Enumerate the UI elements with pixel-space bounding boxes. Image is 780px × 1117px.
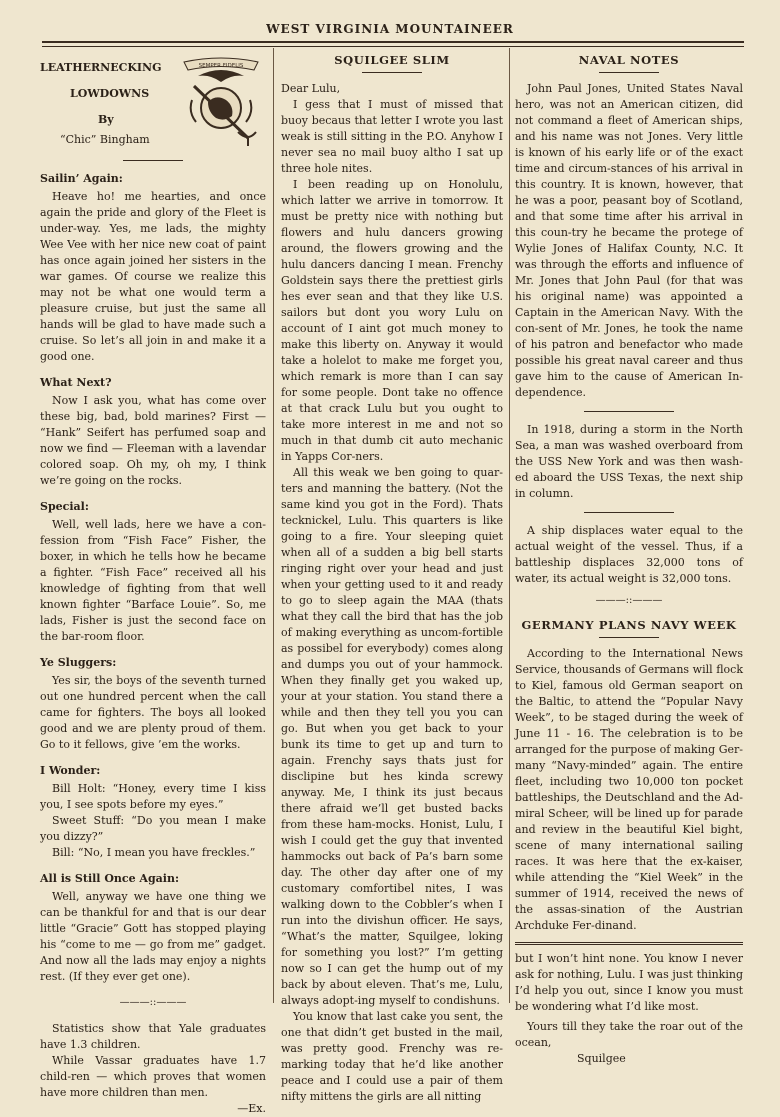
section-body: Well, anyway we have one thing we can be thankful for and that is our dear little “Gracie” Gott has stopped playing his “come to me — go from me” gadget. And now all the lads may enjoy a nights rest. (If they ever get one). <box>40 890 266 983</box>
section-heading: Special: <box>40 500 89 513</box>
marine-emblem-icon <box>178 52 264 148</box>
section-heading: Ye Sluggers: <box>40 656 117 669</box>
separator-ornament: ———::——— <box>595 595 663 606</box>
article-title: SQUILGEE SLIM <box>334 53 450 67</box>
section-heading: I Wonder: <box>40 764 101 777</box>
double-rule <box>515 942 743 945</box>
byline-by: By <box>98 113 114 126</box>
section-body: Well, well lads, here we have a con-fession from “Fish Face” Fisher, the boxer, in which he tells how he became a fighter. “Fish Face” received all his knowledge of fighting from that well known fighter “Barface Louie”. So, me lads, Fisher is just the second face on the bar-room floor. <box>40 518 266 643</box>
section-body: Yes sir, the boys of the seventh turned out one hundred percent when the call came for fighters. The boys all looked good and we are plenty proud of them. Go to it fellows, give ’em the works. <box>40 674 266 751</box>
divider <box>599 637 659 638</box>
dialogue-line: Bill: “No, I mean you have freckles.” <box>52 846 256 859</box>
byline-author: “Chic” Bingham <box>60 133 150 146</box>
article-title-line2: LOWDOWNS <box>70 87 150 100</box>
section-heading: All is Still Once Again: <box>40 872 180 885</box>
masthead: WEST VIRGINIA MOUNTAINEER <box>266 22 514 36</box>
letter-paragraph: You know that last cake you sent, the one that didn’t get busted in the mail, was pretty good. Frenchy was re-marking today that he’d like another peace and I could use a pair of them nifty mittens the girls are all nitting <box>281 1010 503 1103</box>
letter-continuation: but I won’t hint none. You know I never ask for nothing, Lulu. I was just thinking I’d help you out, since I know you must be wondering what I’d like most. <box>515 952 743 1013</box>
divider <box>584 512 674 513</box>
masthead-rule <box>42 41 744 43</box>
section-body: While Vassar graduates have 1.7 child-ren — which proves that women have more children than men. <box>40 1054 266 1099</box>
divider <box>123 160 183 161</box>
section-heading: What Next? <box>40 376 112 389</box>
emblem-motto: SEMPER FIDELIS <box>198 63 244 69</box>
article-paragraph: A ship displaces water equal to the actual weight of the vessel. Thus, if a battleship displaces 32,000 tons of water, its actual weight is 32,000 tons. <box>515 524 743 585</box>
column-naval-notes <box>515 52 743 1067</box>
divider <box>362 72 422 73</box>
article-paragraph: John Paul Jones, United States Naval hero, was not an American citizen, did not command a fleet of American ships, and his name was not Jones. Very little is known of his early life or of the exact time and circum-stances of his arrival in this country. It is known, however, that he was a poor, peasant boy of Scotland, and that some time after his arrival in this coun-try he became the protege of Wylie Jones of Halifax County, N.C. It was through the efforts and influence of Mr. Jones that John Paul (for that was his original name) was appointed a Captain in the American Navy. With the con-sent of Mr. Jones, he took the name of his patron and benefactor who made possible his great naval career and thus gave him to the cause of American In-dependence. <box>515 82 743 399</box>
divider <box>599 72 659 73</box>
column-squilgee-slim <box>281 52 503 1105</box>
article-title: NAVAL NOTES <box>578 53 680 67</box>
letter-paragraph: All this weak we ben going to quar-ters and manning the battery. (Not the same kind you got in the Ford). Thats tecknickel, Lulu. This quarters is like going to a fire. Your sleeping quiet when all of a sudden a big bell starts ringing right over your head and just when your getting used to it and ready to go to sleep again the MAA (thats what they call the bird that has the job of making everything as uncom-fortible as possibel for everybody) comes along and dumps you out of your hammock. When they finally get you waked up, your at your station. You stand there a while and then they tell you you can go. But when you get back to your bunk its time to get up and turn to again. Frenchy says thats just for disclipine but hes kinda screwy anyway. Me, I think its just becaus there afraid we’ll get busted backs from these ham-mocks. Honist, Lulu, I wish I could get the guy that invented hammocks out back of Pa’s barn some day. The other day after one of my customary comfortibel nites, I was walking down to the Cobbler’s when I run into the divishun officer. He says, “What’s the matter, Squilgee, loking for something you lost?” I’m getting now so I can get the hump out of my back by about eleven. That’s me, Lulu, always adopt-ing myself to condishuns. <box>281 466 503 1007</box>
letter-signature: Squilgee <box>577 1052 626 1065</box>
column-divider <box>273 48 274 1003</box>
letter-paragraph: I been reading up on Honolulu, which latter we arrive in tomorrow. It must be pretty nice with nothing but flowers and hulu dancers growing around, the flowers growing and the hulu dancers dancing I mean. Frenchy Goldstein says there the prettiest girls hes ever sean and that they like U.S. sailors but dont you wory Lulu on account of I aint got much money to make this liberty on. Anyway it would take a holelot to make me forget you, which remark is more than I can say for some people. Dont take no offence at that crack Lulu but you ought to take more interest in me and not so much in that dumb cit auto mechanic in Yapps Cor-ners. <box>281 178 503 463</box>
column-leathernecking <box>40 52 266 1117</box>
article-paragraph: According to the International News Service, thousands of Germans will flock to Kiel, famous old German seaport on the Baltic, to attend the “Popular Navy Week”, to be staged during the week of June 11 - 16. The celebration is to be arranged for the purpose of making Ger-many “Navy-minded” again. The entire fleet, including two 10,000 ton pocket battleships, the Deutschland and the Ad-miral Scheer, will be lined up for parade and review in the beautiful Kiel bight, scene of many international sailing races. It was here that the ex-kaiser, while attending the “Kiel Week” in the summer of 1914, received the news of the assas-sination of the Austrian Archduke Fer-dinand. <box>515 647 743 932</box>
source-credit: —Ex. <box>237 1102 266 1115</box>
section-body: Now I ask you, what has come over these big, bad, bold marines? First — “Hank” Seifert has perfumed soap and now we find — Fleeman with a lavendar colored soap. Oh my, oh my, I think we’re going on the rocks. <box>40 394 266 487</box>
article-title: GERMANY PLANS NAVY WEEK <box>521 618 737 632</box>
article-header <box>40 52 266 148</box>
article-title: LEATHERNECKING <box>40 61 162 74</box>
article-paragraph: In 1918, during a storm in the North Sea, a man was washed overboard from the USS New York and was then wash-ed aboard the USS Texas, the next ship in column. <box>515 423 743 500</box>
letter-closing: Yours till they take the roar out of the ocean, <box>515 1020 743 1049</box>
divider <box>584 411 674 412</box>
letter-salutation: Dear Lulu, <box>281 82 341 95</box>
letter-paragraph: I gess that I must of missed that buoy becaus that letter I wrote you last weak is still sitting in the P.O. Anyhow I never sea no mail buoy altho I sat up three hole nites. <box>281 98 503 175</box>
dialogue-line: Sweet Stuff: “Do you mean I make you dizzy?” <box>40 814 266 843</box>
dialogue-line: Bill Holt: “Honey, every time I kiss you, I see spots before my eyes.” <box>40 782 266 811</box>
column-divider <box>509 48 510 1003</box>
section-body: Statistics show that Yale graduates have 1.3 children. <box>40 1022 266 1051</box>
section-heading: Sailin’ Again: <box>40 172 123 185</box>
section-body: Heave ho! me hearties, and once again the pride and glory of the Fleet is under-way. Yes, me lads, the mighty Wee Vee with her nice new coat of paint has once again joined her sisters in the war games. Of course we realize this may not be what one would term a pleasure cruise, but just the same all hands will be glad to have made such a cruise. So let’s all join in and make it a good one. <box>40 190 266 363</box>
separator-ornament: ———::——— <box>119 997 187 1008</box>
masthead-rule-thin <box>42 46 744 47</box>
